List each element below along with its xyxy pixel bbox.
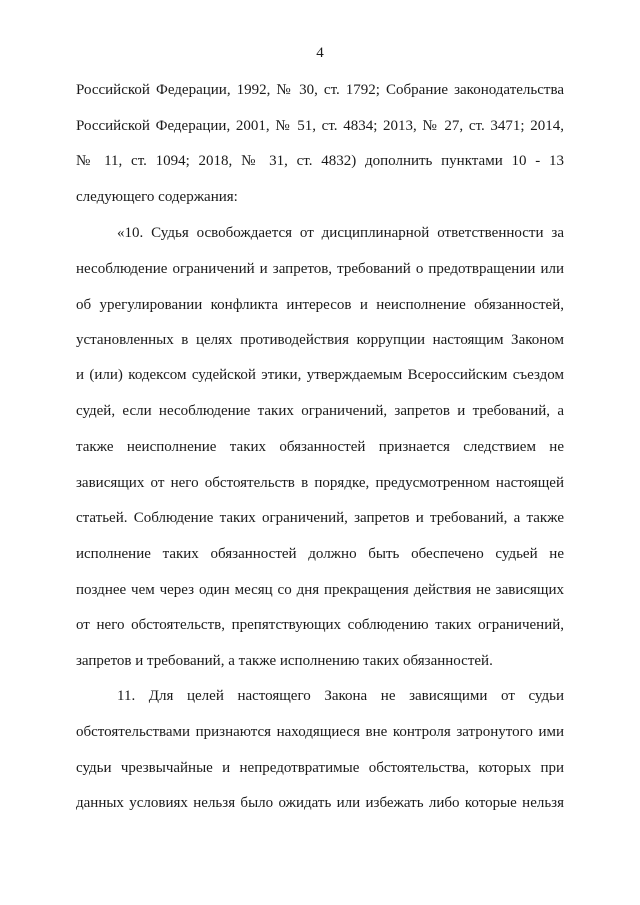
text-line: несоблюдение ограничений и запретов, требований о предотвращении или — [76, 261, 564, 277]
text-line: позднее чем через один месяц со дня прекращения действия не зависящих — [76, 582, 564, 598]
text-line: следующего содержания: — [76, 189, 238, 205]
text-line: статьей. Соблюдение таких ограничений, запретов и требований, а также — [76, 510, 564, 526]
text-line: обстоятельствами признаются находящиеся вне контроля затронутого ими — [76, 724, 564, 740]
page-number: 4 — [316, 45, 324, 61]
text-line: также неисполнение таких обязанностей признается следствием не — [76, 439, 564, 455]
text-line: от него обстоятельств, препятствующих соблюдению таких ограничений, — [76, 617, 564, 633]
text-line: и (или) кодексом судейской этики, утверждаемым Всероссийским съездом — [76, 367, 564, 383]
text-line: зависящих от него обстоятельств в порядке, предусмотренном настоящей — [76, 475, 564, 491]
text-line: Российской Федерации, 2001, № 51, ст. 4834; 2013, № 27, ст. 3471; 2014, — [76, 118, 564, 134]
text-line: № 11, ст. 1094; 2018, № 31, ст. 4832) дополнить пунктами 10 - 13 — [76, 153, 564, 169]
text-line: «10. Судья освобождается от дисциплинарной ответственности за — [117, 225, 564, 241]
text-line: исполнение таких обязанностей должно быть обеспечено судьей не — [76, 546, 564, 562]
text-line: данных условиях нельзя было ожидать или избежать либо которые нельзя — [76, 795, 564, 811]
text-line: установленных в целях противодействия коррупции настоящим Законом — [76, 332, 564, 348]
text-line: судьи чрезвычайные и непредотвратимые обстоятельства, которых при — [76, 760, 564, 776]
text-line: судей, если несоблюдение таких ограничений, запретов и требований, а — [76, 403, 564, 419]
text-line: об урегулировании конфликта интересов и неисполнение обязанностей, — [76, 297, 564, 313]
text-line: 11. Для целей настоящего Закона не зависящими от судьи — [117, 688, 564, 704]
text-line: запретов и требований, а также исполнению таких обязанностей. — [76, 653, 493, 669]
text-line: Российской Федерации, 1992, № 30, ст. 1792; Собрание законодательства — [76, 82, 564, 98]
